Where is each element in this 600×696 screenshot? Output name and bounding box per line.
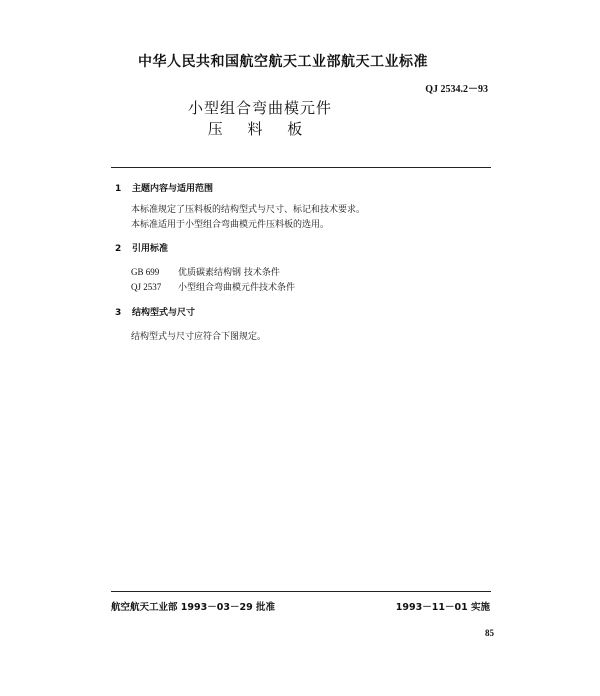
footer-divider <box>111 591 491 592</box>
section-3-heading <box>115 305 195 318</box>
reference-code: GB 699 <box>131 267 160 277</box>
section-3-title: 结构型式与尺寸 <box>132 308 196 318</box>
page-number: 85 <box>485 628 494 638</box>
section-1-title: 主题内容与适用范围 <box>132 184 214 194</box>
issuing-authority: 中华人民共和国航空航天工业部航天工业标准 <box>138 54 428 70</box>
section-1-paragraph-1: 本标准规定了压料板的结构型式与尺寸、标记和技术要求。 <box>131 205 366 215</box>
section-2-number: 2 <box>115 244 122 254</box>
header-divider <box>111 167 491 168</box>
standard-code: QJ 2534.2－93 <box>425 84 488 95</box>
section-3-number: 3 <box>115 308 122 318</box>
section-1-number: 1 <box>115 184 122 194</box>
approval-date: 航空航天工业部 1993－03－29 批准 <box>111 602 275 613</box>
section-2-title: 引用标准 <box>132 244 169 254</box>
section-3-paragraph-1: 结构型式与尺寸应符合下图规定。 <box>131 332 267 342</box>
reference-item <box>131 265 280 278</box>
document-subtitle: 压 料 板 <box>207 120 313 138</box>
section-1-heading <box>115 181 213 194</box>
reference-code: QJ 2537 <box>131 282 162 292</box>
document-title: 小型组合弯曲模元件 <box>187 99 332 117</box>
reference-title: 小型组合弯曲模元件技术条件 <box>178 283 296 293</box>
implementation-date: 1993－11－01 实施 <box>395 602 490 613</box>
section-1-paragraph-2: 本标准适用于小型组合弯曲模元件压料板的选用。 <box>131 220 330 230</box>
section-2-heading <box>115 241 168 254</box>
reference-item <box>131 280 295 293</box>
reference-title: 优质碳素结构钢 技术条件 <box>178 268 280 278</box>
